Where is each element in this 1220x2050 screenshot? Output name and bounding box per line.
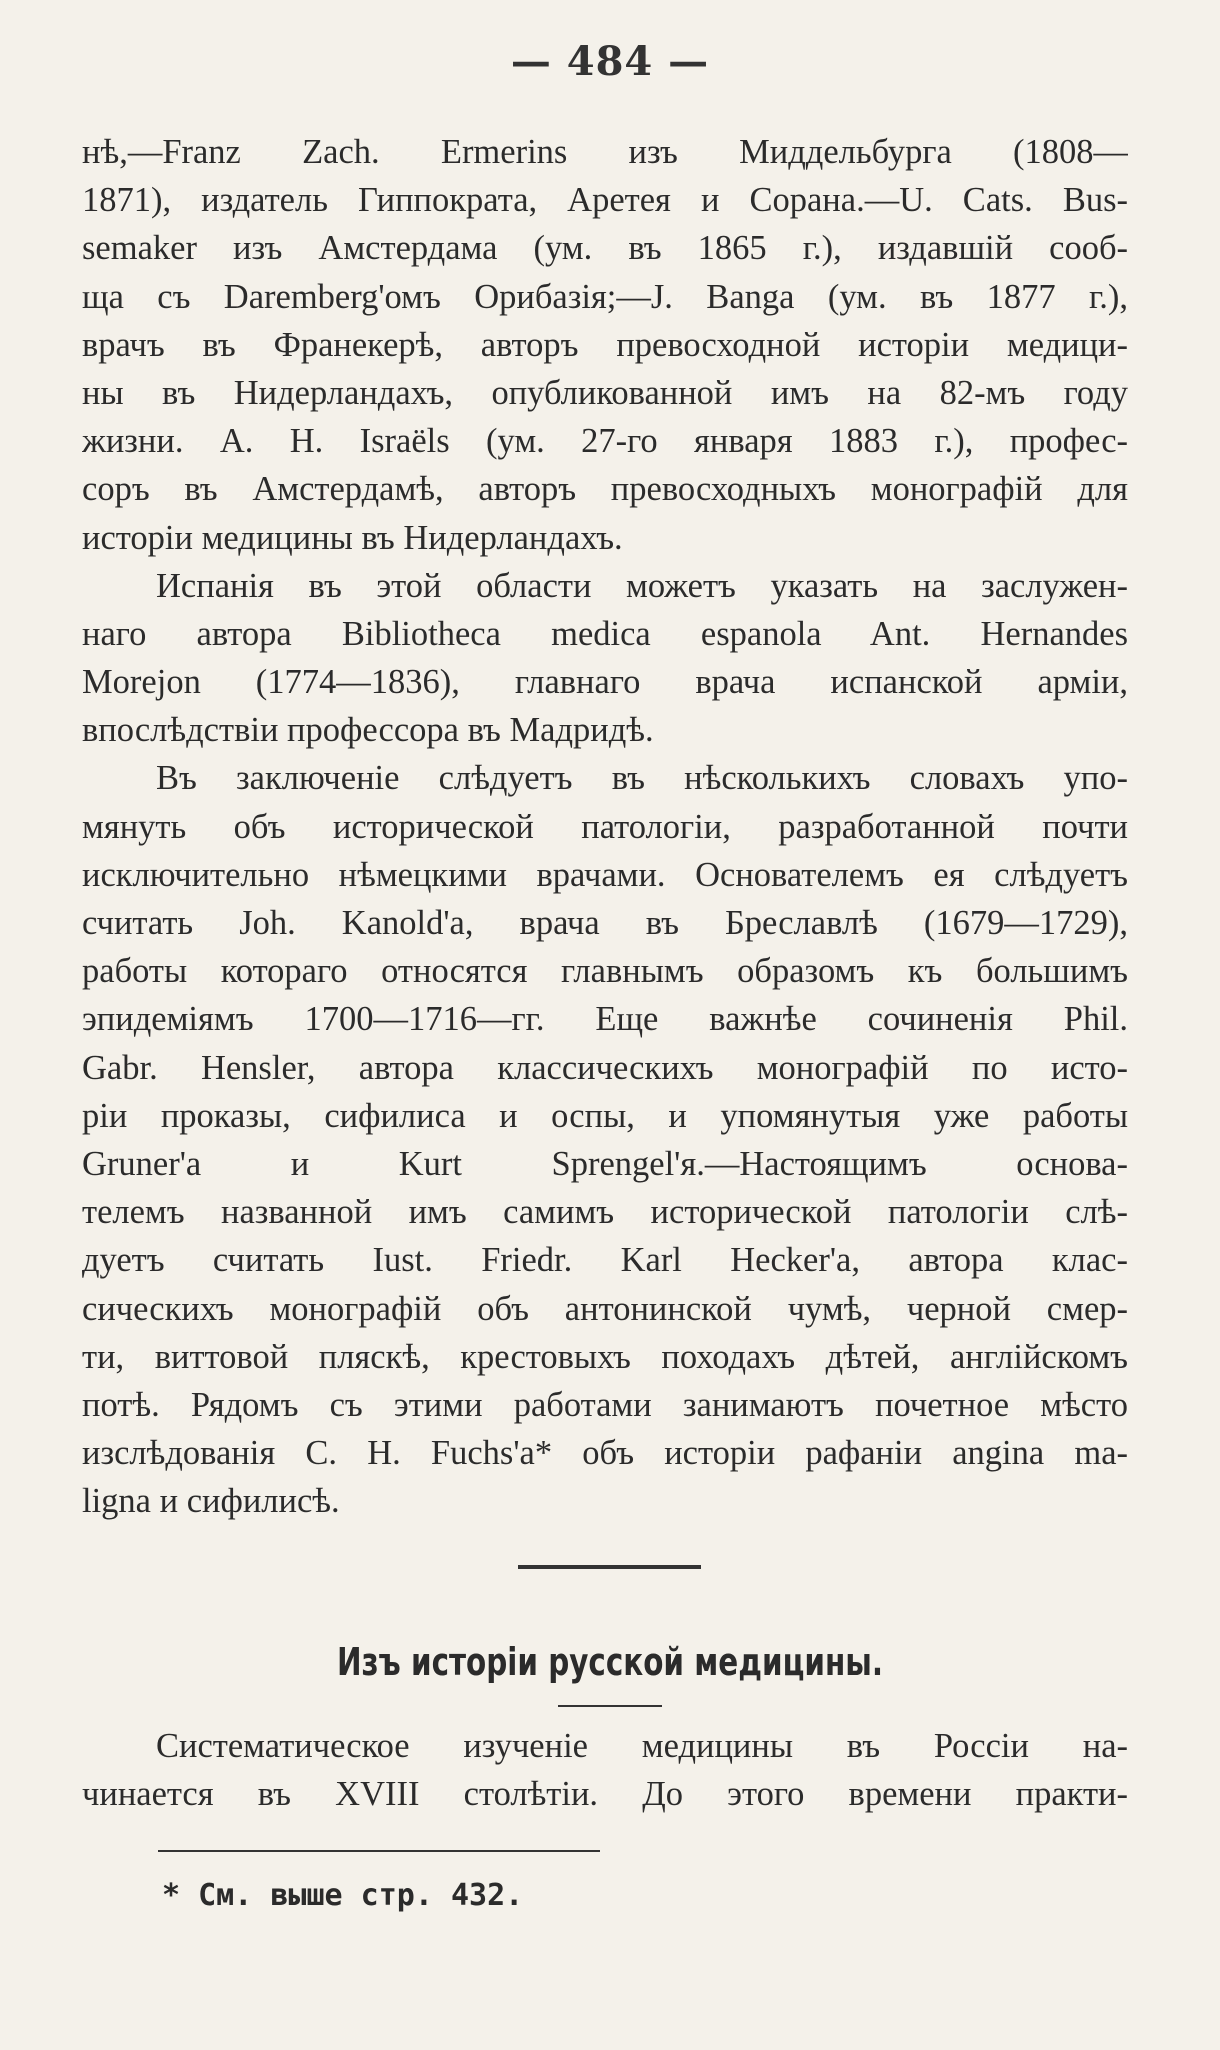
body-text — [82, 128, 1128, 1525]
text-line: ща съ Daremberg'омъ Орибазія;—J. Banga (ум. въ 1877 г.), — [82, 277, 1128, 316]
text-line: Morejon (1774—1836), главнаго врача испанской арміи, — [82, 663, 1128, 702]
text-line: эпидеміямъ 1700—1716—гг. Еще важнѣе сочиненія Phil. — [82, 1000, 1128, 1039]
text-line: телемъ названной имъ самимъ исторической патологіи слѣ- — [82, 1193, 1128, 1232]
text-line: ligna и сифилисѣ. — [82, 1482, 340, 1521]
text-line: Въ заключеніе слѣдуетъ въ нѣсколькихъ словахъ упо- — [156, 759, 1128, 798]
text-line: Испанія въ этой области можетъ указать на заслужен- — [156, 566, 1128, 605]
text-line: ны въ Нидерландахъ, опубликованной имъ на 82-мъ году — [82, 373, 1128, 412]
text-line: впослѣдствіи профессора въ Мадридѣ. — [82, 711, 654, 750]
text-line: Gruner'a и Kurt Sprengel'я.—Настоящимъ основа- — [82, 1144, 1128, 1183]
text-line: исторіи медицины въ Нидерландахъ. — [82, 518, 623, 557]
text-line: жизни. A. H. Israëls (ум. 27-го января 1883 г.), профес- — [82, 422, 1128, 461]
text-line: считать Joh. Kanold'a, врача въ Бреславлѣ (1679—1729), — [82, 904, 1128, 942]
paragraph-3 — [82, 754, 1128, 1525]
section-body — [82, 1722, 1128, 1818]
text-line: дуетъ считать Iust. Friedr. Karl Hecker'a, автора клас- — [82, 1241, 1128, 1280]
text-line: изслѣдованія C. H. Fuchs'a* объ исторіи рафаніи angina ma- — [82, 1434, 1128, 1473]
text-line: врачъ въ Франекерѣ, авторъ превосходной исторіи медици- — [82, 325, 1128, 364]
section-divider — [518, 1565, 701, 1569]
text-line: ріи проказы, сифилиса и оспы, и упомянутыя уже работы — [82, 1096, 1128, 1135]
heading-underline — [558, 1705, 662, 1707]
paragraph-1 — [82, 128, 1128, 562]
footnote: * См. выше стр. 432. — [162, 1878, 524, 1913]
text-line: нѣ,—Franz Zach. Ermerins изъ Миддельбурга (1808— — [82, 133, 1128, 171]
text-line: наго автора Bibliotheca medica espanola Ant. Hernandes — [82, 614, 1128, 653]
page-number: — 484 — — [510, 38, 710, 85]
text-line: работы котораго относятся главнымъ образомъ къ большимъ — [82, 952, 1128, 991]
text-line: ти, виттовой пляскѣ, крестовыхъ походахъ дѣтей, англійскомъ — [82, 1337, 1128, 1376]
text-line: мянуть объ исторической патологіи, разработанной почти — [82, 807, 1128, 846]
section-heading: Изъ исторіи русской медицины. — [336, 1640, 884, 1684]
text-line: сическихъ монографій объ антонинской чумѣ, черной смер- — [82, 1289, 1128, 1328]
text-line: Систематическое изученіе медицины въ Россіи на- — [156, 1727, 1128, 1765]
text-line: исключительно нѣмецкими врачами. Основателемъ ея слѣдуетъ — [82, 855, 1128, 894]
text-line: Gabr. Hensler, автора классическихъ монографій по исто- — [82, 1048, 1128, 1087]
text-line: соръ въ Амстердамѣ, авторъ превосходныхъ монографій для — [82, 470, 1128, 509]
footnote-rule — [158, 1850, 600, 1852]
text-line: чинается въ XVIII столѣтіи. До этого времени практи- — [82, 1775, 1128, 1814]
text-line: потѣ. Рядомъ съ этими работами занимаютъ почетное мѣсто — [82, 1385, 1128, 1424]
text-line: 1871), издатель Гиппократа, Аретея и Сорана.—U. Cats. Bus- — [82, 181, 1128, 220]
paragraph-2 — [82, 562, 1128, 755]
text-line: semaker изъ Амстердама (ум. въ 1865 г.), издавшій сооб- — [82, 229, 1128, 268]
